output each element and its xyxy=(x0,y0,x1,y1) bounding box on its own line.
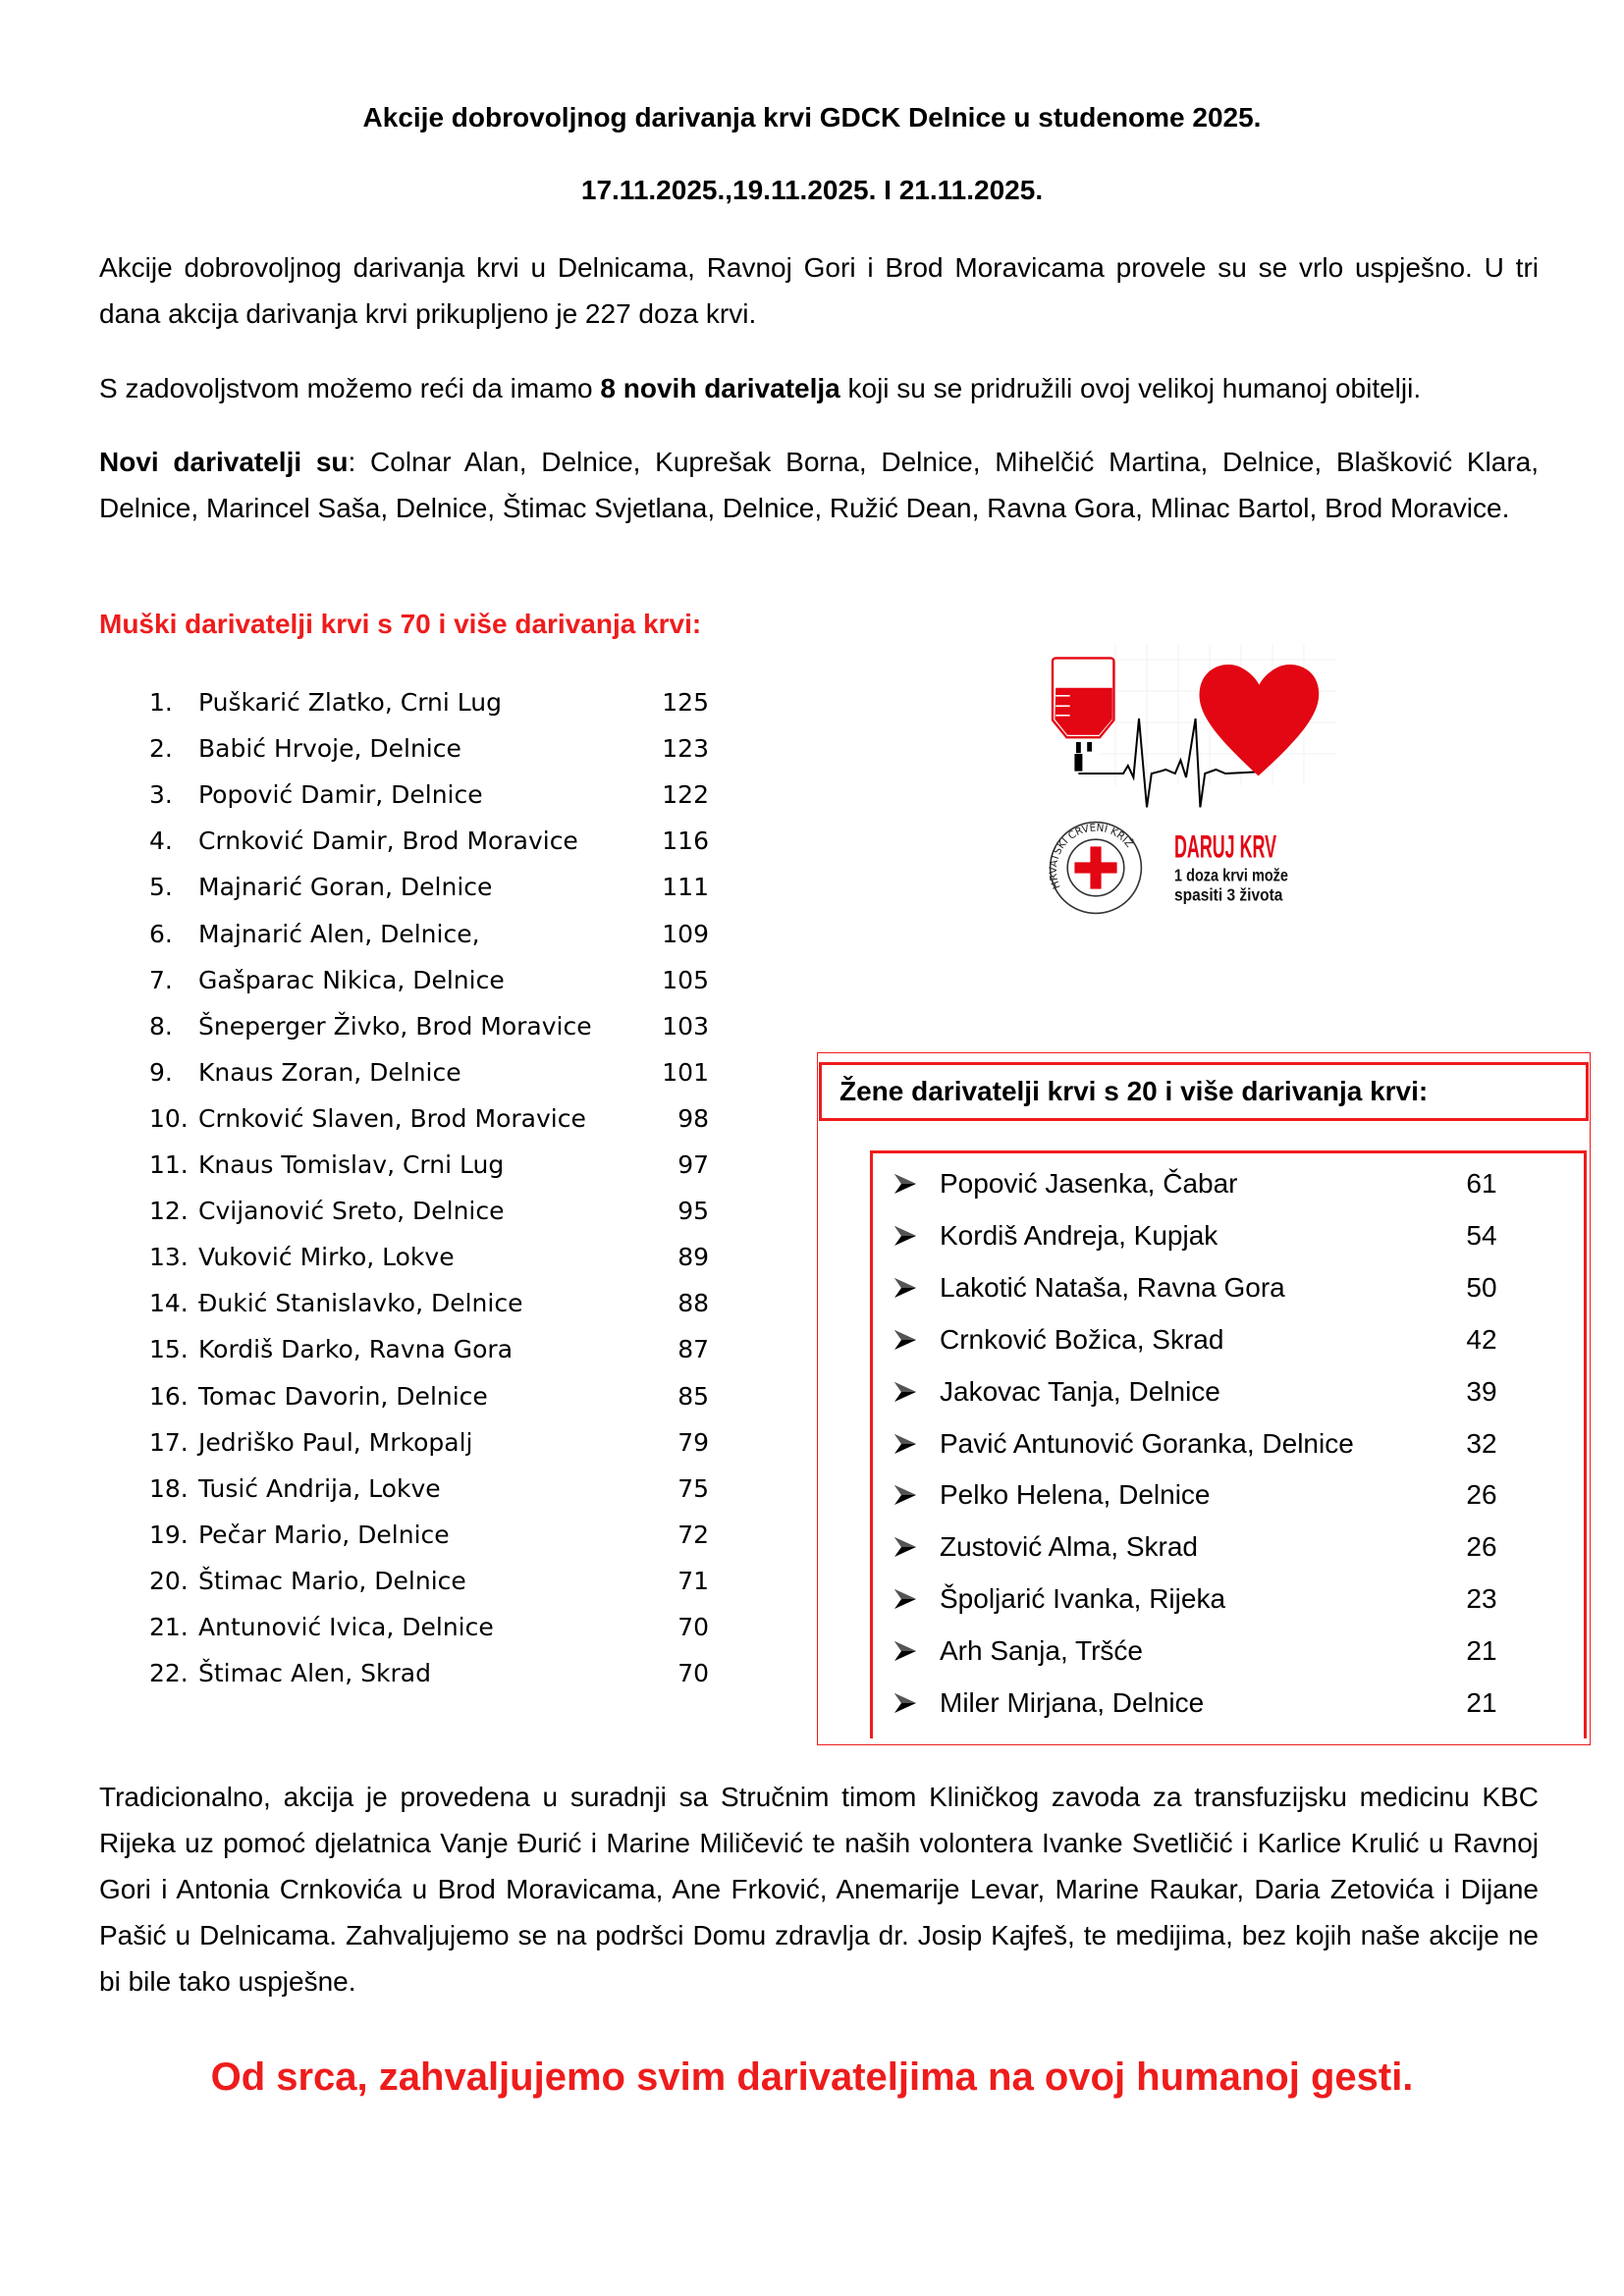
donation-count: 23 xyxy=(1466,1583,1497,1615)
men-donor-row xyxy=(149,957,709,1003)
donor-name: Štimac Alen, Skrad xyxy=(198,1659,431,1688)
rank: 3. xyxy=(149,780,173,810)
donation-count: 79 xyxy=(677,1427,709,1457)
rank: 1. xyxy=(149,688,173,717)
donor-name: Babić Hrvoje, Delnice xyxy=(198,734,461,764)
men-donor-row xyxy=(149,1326,709,1372)
red-cross-emblem xyxy=(1048,822,1141,913)
women-donor-row xyxy=(873,1261,1560,1313)
donation-count: 122 xyxy=(662,780,709,810)
arrowhead-bullet-icon xyxy=(893,1223,918,1249)
donor-name: Crnković Slaven, Brod Moravice xyxy=(198,1103,586,1133)
arrowhead-bullet-icon xyxy=(893,1690,918,1716)
rank: 9. xyxy=(149,1057,173,1087)
men-donor-row xyxy=(149,772,709,818)
rank: 6. xyxy=(149,919,173,948)
donation-count: 54 xyxy=(1466,1219,1497,1251)
women-donor-row xyxy=(873,1573,1560,1625)
text: koji su se pridružili ovoj velikoj humanoj obitelji. xyxy=(839,373,1422,403)
donor-name: Kordiš Andreja, Kupjak xyxy=(940,1219,1218,1251)
arrowhead-bullet-icon xyxy=(893,1275,918,1301)
donor-name: Lakotić Nataša, Ravna Gora xyxy=(940,1271,1285,1303)
acknowledgement-paragraph: Tradicionalno, akcija je provedena u suradnji sa Stručnim timom Kliničkog zavoda za transfuzijsku medicinu KBC Rijeka uz pomoć djelatnica Vanje Đurić i Marine Miličević te naših volontera Ivanke Svetličić i Karlice Krulić u Ravnoj Gori i Antonia Crnkovića u Brod Moravicama, Ane Frković, Anemarije Levar, Marine Raukar, Daria Zetovića i Dijane Pašić u Delnicama. Zahvaljujemo se na podršci Domu zdravlja dr. Josip Kajfeš, te medijima, bez kojih naše akcije ne bi bile tako uspješne. xyxy=(99,1782,1539,1997)
donation-count: 70 xyxy=(677,1613,709,1641)
donation-count: 103 xyxy=(662,1011,709,1041)
women-donor-row xyxy=(873,1365,1560,1417)
rank: 2. xyxy=(149,734,173,764)
donor-name: Jakovac Tanja, Delnice xyxy=(940,1375,1220,1407)
donation-count: 21 xyxy=(1466,1687,1497,1718)
men-donor-row xyxy=(149,1419,709,1466)
men-donor-row xyxy=(149,818,709,864)
rank: 18. xyxy=(149,1473,189,1503)
donor-name: Popović Damir, Delnice xyxy=(198,780,483,810)
intro-paragraph: Akcije dobrovoljnog darivanja krvi u Delnicama, Ravnoj Gori i Brod Moravicama provele su se vrlo uspješno. U tri dana akcija darivanja krvi prikupljeno je 227 doza krvi. xyxy=(99,252,1539,329)
women-donor-row xyxy=(873,1313,1560,1365)
new-donors-paragraph xyxy=(99,439,1539,531)
women-donor-row xyxy=(873,1677,1560,1729)
rank: 12. xyxy=(149,1197,189,1226)
men-heading: Muški darivatelji krvi s 70 i više darivanja krvi: xyxy=(99,609,702,639)
donor-name: Štimac Mario, Delnice xyxy=(198,1566,466,1595)
donation-count: 105 xyxy=(662,965,709,994)
donor-name: Arh Sanja, Tršće xyxy=(940,1635,1143,1667)
donor-name: Tomac Davorin, Delnice xyxy=(198,1381,488,1411)
new-donors-count-paragraph xyxy=(99,365,1539,411)
men-donor-row xyxy=(149,1095,709,1142)
donation-count: 101 xyxy=(662,1057,709,1087)
men-donor-row xyxy=(149,1466,709,1512)
men-donor-row xyxy=(149,679,709,725)
closing-thanks: Od srca, zahvaljujemo svim darivateljima na ovoj humanoj gesti. xyxy=(210,2056,1414,2099)
men-donor-row xyxy=(149,725,709,772)
donation-count: 98 xyxy=(677,1103,709,1133)
slogan-line-2: spasiti 3 života xyxy=(1174,884,1283,905)
donation-count: 95 xyxy=(677,1197,709,1226)
donation-count: 97 xyxy=(677,1150,709,1179)
donation-count: 71 xyxy=(677,1566,709,1595)
donor-name: Crnković Božica, Skrad xyxy=(940,1323,1224,1355)
rank: 20. xyxy=(149,1566,189,1595)
new-donors-list: : Colnar Alan, Delnice, Kuprešak Borna, Delnice, Mihelčić Martina, Delnice, Blašković Klara, Delnice, Marincel Saša, Delnice, Štimac Svjetlana, Delnice, Ružić Dean, Ravna Gora, Mlinac Bartol, Brod Moravice. xyxy=(99,447,1540,523)
donation-count: 125 xyxy=(662,688,709,717)
rank: 5. xyxy=(149,873,173,902)
donor-name: Majnarić Goran, Delnice xyxy=(198,873,493,902)
rank: 7. xyxy=(149,965,173,994)
donor-name: Antunović Ivica, Delnice xyxy=(198,1613,494,1641)
donation-count: 39 xyxy=(1466,1375,1497,1407)
ring-text: HRVATSKI CRVENI KRIŽ xyxy=(1047,822,1136,891)
women-heading: Žene darivatelji krvi s 20 i više darivanja krvi: xyxy=(819,1062,1589,1121)
donor-name: Šneperger Živko, Brod Moravice xyxy=(198,1011,592,1041)
women-donor-row xyxy=(873,1417,1560,1469)
men-donor-row xyxy=(149,1604,709,1650)
donor-name: Tusić Andrija, Lokve xyxy=(198,1473,441,1503)
men-donor-row xyxy=(149,1003,709,1049)
arrowhead-bullet-icon xyxy=(893,1431,918,1457)
document-title: Akcije dobrovoljnog darivanja krvi GDCK Delnice u studenome 2025. xyxy=(362,102,1262,133)
arrowhead-bullet-icon xyxy=(893,1171,918,1197)
women-donor-row xyxy=(873,1209,1560,1261)
rank: 21. xyxy=(149,1613,189,1641)
women-donor-row xyxy=(873,1521,1560,1573)
donation-count: 87 xyxy=(677,1335,709,1364)
men-donor-row xyxy=(149,911,709,957)
slogan: DARUJ KRV xyxy=(1174,828,1277,865)
donor-name: Cvijanović Sreto, Delnice xyxy=(198,1197,505,1226)
rank: 10. xyxy=(149,1103,189,1133)
donor-name: Popović Jasenka, Čabar xyxy=(940,1168,1238,1199)
donor-name: Pavić Antunović Goranka, Delnice xyxy=(940,1427,1354,1459)
donor-name: Zustović Alma, Skrad xyxy=(940,1531,1198,1563)
women-donor-row xyxy=(873,1157,1560,1209)
women-donor-row xyxy=(873,1468,1560,1521)
men-donor-row xyxy=(149,1650,709,1696)
slogan-line-1: 1 doza krvi može xyxy=(1174,865,1289,885)
text: S zadovoljstvom možemo reći da imamo xyxy=(99,373,601,403)
men-donor-row xyxy=(149,1049,709,1095)
donation-count: 88 xyxy=(677,1289,709,1318)
donor-name: Majnarić Alen, Delnice, xyxy=(198,919,480,948)
donate-blood-logo xyxy=(1021,609,1375,962)
donation-count: 70 xyxy=(677,1659,709,1688)
donation-count: 111 xyxy=(662,873,709,902)
donation-count: 32 xyxy=(1466,1427,1497,1459)
donation-count: 75 xyxy=(677,1473,709,1503)
women-donor-list xyxy=(870,1150,1587,1738)
men-donor-row xyxy=(149,1373,709,1419)
men-donor-row xyxy=(149,1188,709,1234)
donor-name: Knaus Tomislav, Crni Lug xyxy=(198,1150,505,1179)
men-donor-row xyxy=(149,1280,709,1326)
donation-count: 21 xyxy=(1466,1635,1497,1667)
arrowhead-bullet-icon xyxy=(893,1379,918,1405)
donation-count: 85 xyxy=(677,1381,709,1411)
donation-count: 116 xyxy=(662,827,709,856)
men-donor-row xyxy=(149,1512,709,1558)
donor-name: Crnković Damir, Brod Moravice xyxy=(198,827,578,856)
donation-count: 89 xyxy=(677,1243,709,1272)
arrowhead-bullet-icon xyxy=(893,1534,918,1560)
donor-name: Vuković Mirko, Lokve xyxy=(198,1243,455,1272)
donation-count: 42 xyxy=(1466,1323,1497,1355)
donation-count: 72 xyxy=(677,1520,709,1549)
rank: 17. xyxy=(149,1427,189,1457)
arrowhead-bullet-icon xyxy=(893,1586,918,1612)
rank: 22. xyxy=(149,1659,189,1688)
arrowhead-bullet-icon xyxy=(893,1482,918,1508)
donation-count: 123 xyxy=(662,734,709,764)
rank: 16. xyxy=(149,1381,189,1411)
women-donor-row xyxy=(873,1625,1560,1677)
rank: 13. xyxy=(149,1243,189,1272)
rank: 11. xyxy=(149,1150,189,1179)
men-donor-row xyxy=(149,864,709,910)
donor-name: Kordiš Darko, Ravna Gora xyxy=(198,1335,514,1364)
donor-name: Pelko Helena, Delnice xyxy=(940,1479,1211,1511)
donor-name: Knaus Zoran, Delnice xyxy=(198,1057,461,1087)
donation-count: 26 xyxy=(1466,1479,1497,1511)
rank: 19. xyxy=(149,1520,189,1549)
donor-name: Jedriško Paul, Mrkopalj xyxy=(198,1427,473,1457)
rank: 14. xyxy=(149,1289,189,1318)
action-dates: 17.11.2025.,19.11.2025. I 21.11.2025. xyxy=(580,175,1044,205)
donor-name: Đukić Stanislavko, Delnice xyxy=(198,1289,523,1318)
donor-name: Puškarić Zlatko, Crni Lug xyxy=(198,688,502,717)
donation-count: 109 xyxy=(662,919,709,948)
donor-name: Pečar Mario, Delnice xyxy=(198,1520,450,1549)
men-donor-row xyxy=(149,1234,709,1280)
donor-name: Špoljarić Ivanka, Rijeka xyxy=(940,1583,1226,1615)
men-donor-row xyxy=(149,1142,709,1188)
new-donors-label: Novi darivatelji su xyxy=(99,447,349,477)
donation-count: 61 xyxy=(1466,1168,1497,1199)
rank: 4. xyxy=(149,827,173,856)
arrowhead-bullet-icon xyxy=(893,1638,918,1664)
arrowhead-bullet-icon xyxy=(893,1327,918,1353)
men-donor-row xyxy=(149,1558,709,1604)
donor-name: Miler Mirjana, Delnice xyxy=(940,1687,1205,1718)
donation-count: 26 xyxy=(1466,1531,1497,1563)
new-donors-count: 8 novih darivatelja xyxy=(600,373,840,403)
rank: 15. xyxy=(149,1335,189,1364)
heart-icon xyxy=(1200,665,1320,775)
donor-name: Gašparac Nikica, Delnice xyxy=(198,965,505,994)
donation-count: 50 xyxy=(1466,1271,1497,1303)
rank: 8. xyxy=(149,1011,173,1041)
